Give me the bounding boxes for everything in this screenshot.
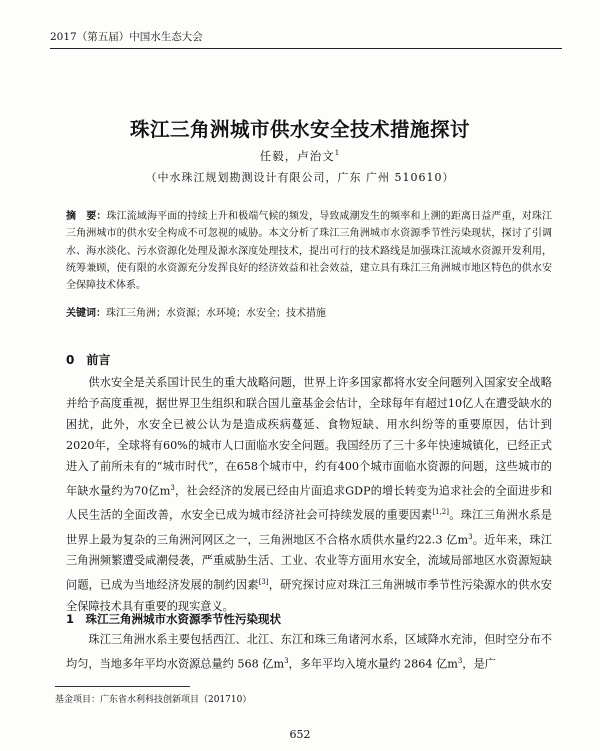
abstract (66, 208, 552, 294)
keywords-label: 关键词： (66, 308, 106, 319)
author-footnote-mark: 1 (334, 149, 341, 158)
footnote: 基金项目：广东省水利科技创新项目（201710） (55, 695, 252, 705)
section1-paragraph (66, 630, 552, 676)
abstract-label: 摘 要： (66, 211, 107, 222)
intro-paragraph (66, 373, 552, 618)
superscript: 3 (284, 656, 289, 665)
intro-text-5: ，研究探讨应对珠江三角洲城市季节性污染源水的供水安全保障技术具有重要的现实意义。 (66, 579, 552, 613)
citation: [3] (258, 578, 269, 587)
footnote-divider (55, 686, 190, 687)
section-heading-1: 1 珠江三角洲城市水资源季节性污染现状 (66, 612, 281, 626)
section1-text-3: ，是广 (462, 657, 496, 671)
superscript: 3 (468, 532, 473, 541)
superscript: 3 (170, 483, 175, 492)
author-line (0, 148, 600, 164)
running-header: 2017（第五届）中国水生态大会 (50, 30, 562, 49)
intro-text-4: 。近年来，珠江三角洲频繁遭受咸潮侵袭，严重威胁生活、工业、农业等方面用水安全，流域局部地区水资源短缺问题，已成为当地经济发展的制约因素 (66, 533, 552, 593)
section1-text-1: 珠江三角洲水系主要包括西江、北江、东江和珠三角诸河水系，区域降水充沛，但时空分布不均匀，当地多年平均水资源总量约 568 亿m (66, 633, 552, 671)
authors: 任毅，卢治文 (259, 149, 335, 163)
superscript: 3 (457, 656, 463, 665)
keywords-text: 珠江三角洲；水资源；水环境；水安全；技术措施 (106, 308, 326, 319)
intro-text-1: 供水安全是关系国计民生的重大战略问题，世界上许多国家都将水安全问题列入国家安全战略并给予高度重视，据世界卫生组织和联合国儿童基金会估计，全球每年有超过10亿人在遭受缺水的困扰，此外，水安全已被公认为是造成疾病蔓延、食物短缺、用水纠纷等的重要原因，估计到2020年，全球将有60%的城市人口面临水安全问题。我国经历了三十多年快速城镇化，已经正式进入了前所未有的“城市时代”，在658个城市中，约有400个城市面临水资源的问题，这些城市的年缺水量约为70亿m (66, 376, 552, 498)
keywords (66, 305, 552, 322)
intro-text-3: 。珠江三角洲水系是世界上最为复杂的三角洲河网区之一，三角洲地区不合格水质供水量约22.3 亿m (66, 508, 552, 547)
paper-title: 珠江三角洲城市供水安全技术措施探讨 (129, 118, 470, 141)
abstract-text: 珠江流域海平面的持续上升和极端气候的频发，导致咸潮发生的频率和上溯的距离日益严重，对珠江三角洲城市的供水安全构成不可忽视的威胁。本文分析了珠江三角洲城市水资源季节性污染现状，探讨了引调水、海水淡化、污水资源化处理及源水深度处理技术，提出可行的技术路线是加强珠江流域水资源开发利用，统筹兼顾，使有限的水资源充分发挥良好的经济效益和社会效益，建立具有珠江三角洲城市地区特色的供水安全保障技术体系。 (66, 211, 553, 292)
intro-text-2: ，社会经济的发展已经由片面追求GDP的增长转变为追求社会的全面进步和人民生活的全面改善，水安全已成为城市经济社会可持续发展的重要因素 (66, 484, 552, 522)
section1-text-2: ，多年平均入境水量约 2864 亿m (288, 657, 458, 671)
affiliation: （中水珠江规划勘测设计有限公司，广东 广州 510610） (145, 171, 455, 184)
section-heading-intro: 0 前言 (66, 353, 111, 367)
page-number: 652 (289, 728, 311, 741)
citation: [1,2] (432, 508, 449, 517)
